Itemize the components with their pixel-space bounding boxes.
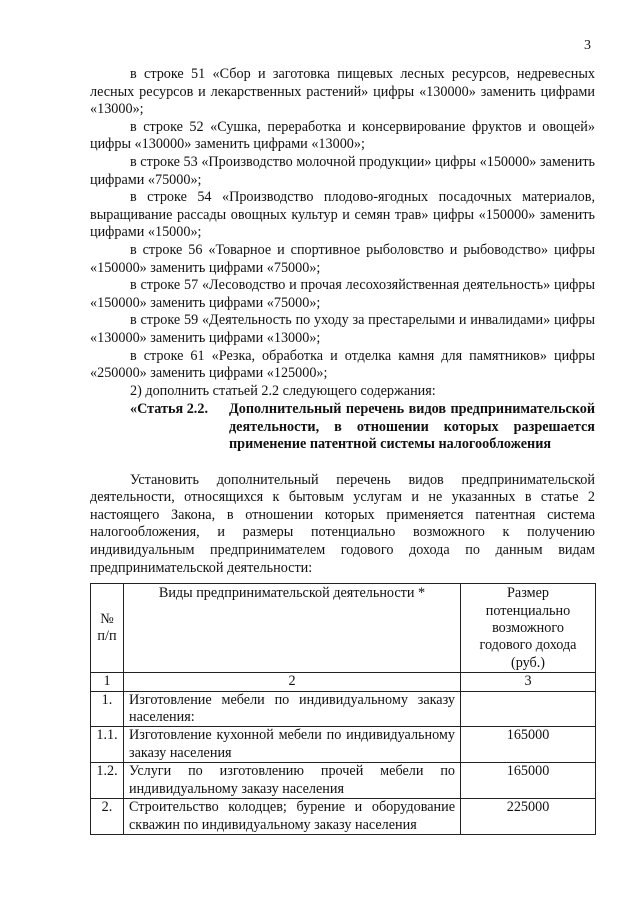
row-kind: Услуги по изготовлению прочей мебели по индивидуальному заказу населения [124, 763, 461, 799]
row-size [461, 691, 596, 727]
article-title: Дополнительный перечень видов предпринимательской деятельности, в отношении которых разрешается применение патентной системы налогообложения [229, 401, 595, 453]
amendment-item-2: 2) дополнить статьей 2.2 следующего содержания: [130, 382, 436, 399]
document-body [90, 66, 595, 835]
col-number: 1 [91, 673, 124, 691]
row-kind: Строительство колодцев; бурение и оборудование скважин по индивидуальному заказу населения [124, 799, 461, 835]
row-num: 1.1. [91, 727, 124, 763]
amendment-line-61: в строке 61 «Резка, обработка и отделка камня для памятников» цифры «250000» заменить цифрами «125000»; [90, 347, 595, 382]
col-number: 3 [461, 673, 596, 691]
header-kind: Виды предпринимательской деятельности * [124, 584, 461, 673]
amendment-line-51: в строке 51 «Сбор и заготовка пищевых лесных ресурсов, недревесных лесных ресурсов и лекарственных растений» цифры «130000» заменить цифрами «13000»; [90, 66, 595, 118]
amendment-line-59: в строке 59 «Деятельность по уходу за престарелыми и инвалидами» цифры «130000» заменить цифрами «13000»; [90, 312, 595, 346]
row-kind: Изготовление кухонной мебели по индивидуальному заказу населения [124, 727, 461, 763]
page-number: 3 [584, 38, 591, 53]
col-number: 2 [124, 673, 461, 691]
table-header-row [91, 584, 596, 673]
table-row [91, 727, 596, 763]
article-number: «Статья 2.2. [130, 401, 208, 418]
intro-paragraph: Установить дополнительный перечень видов предпринимательской деятельности, относящихся к бытовым услугам и не указанных в статье 2 настоящего Закона, в отношении которых применяется патентная система налогообложения, и размеры потенциально возможного к получению индивидуальным предпринимателем годового дохода по данным видам предпринимательской деятельности: [90, 471, 595, 576]
activities-table [90, 583, 596, 835]
amendment-line-57: в строке 57 «Лесоводство и прочая лесохозяйственная деятельность» цифры «150000» заменить цифрами «75000»; [90, 277, 595, 311]
table-row [91, 799, 596, 835]
amendment-line-52: в строке 52 «Сушка, переработка и консервирование фруктов и овощей» цифры «130000» заменить цифрами «13000»; [90, 118, 595, 153]
row-size: 225000 [461, 799, 596, 835]
amendment-line-56: в строке 56 «Товарное и спортивное рыболовство и рыбоводство» цифры «150000» заменить цифрами «75000»; [90, 241, 595, 276]
row-num: 1.2. [91, 763, 124, 799]
header-num: № п/п [91, 584, 124, 673]
table-row [91, 763, 596, 799]
table-col-numbers-row [91, 673, 596, 691]
row-size: 165000 [461, 727, 596, 763]
table-row [91, 691, 596, 727]
row-size: 165000 [461, 763, 596, 799]
row-kind: Изготовление мебели по индивидуальному заказу населения: [124, 691, 461, 727]
amendment-line-53: в строке 53 «Производство молочной продукции» цифры «150000» заменить цифрами «75000»; [90, 153, 595, 188]
amendment-line-54: в строке 54 «Производство плодово-ягодных посадочных материалов, выращивание рассады овощных культур и семян трав» цифры «150000» заменить цифрами «15000»; [90, 189, 595, 241]
article-heading [90, 401, 595, 454]
row-num: 1. [91, 691, 124, 727]
header-size: Размер потенциально возможного годового дохода (руб.) [461, 584, 596, 673]
row-num: 2. [91, 799, 124, 835]
